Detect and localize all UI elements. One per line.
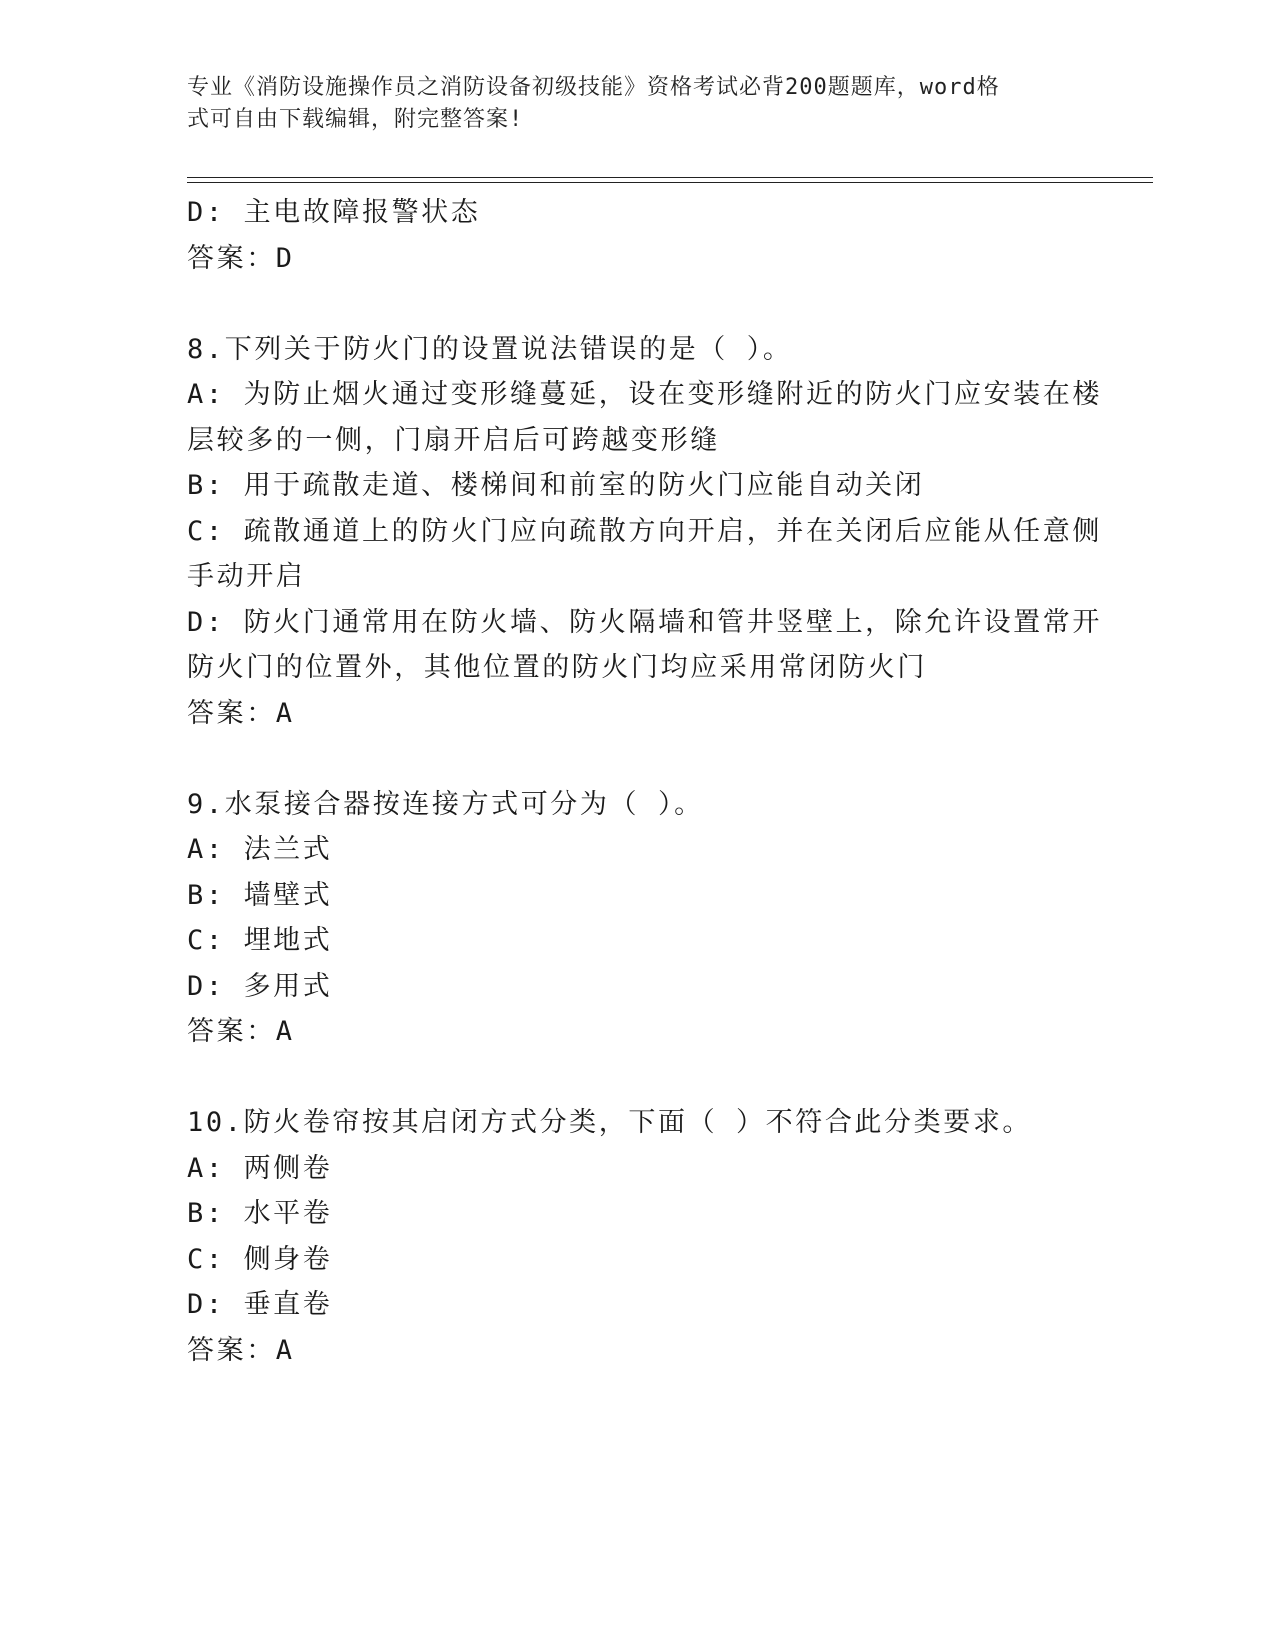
- document-header: [187, 72, 1067, 136]
- option-d: D: 垂直卷: [187, 1289, 333, 1320]
- question-8: [187, 327, 1102, 737]
- option-d: D: 防火门通常用在防火墙、防火隔墙和管井竖壁上，除允许设置常开: [187, 606, 1102, 638]
- header-line-1: 专业《消防设施操作员之消防设备初级技能》资格考试必背200题题库，word格: [187, 75, 1000, 100]
- question-stem: 9.水泵接合器按连接方式可分为（ ）。: [187, 788, 704, 820]
- option-a: A: 法兰式: [187, 834, 333, 865]
- option-c: C: 埋地式: [187, 925, 333, 956]
- option-a: A: 两侧卷: [187, 1152, 333, 1184]
- option-d-continued: 防火门的位置外，其他位置的防火门均应采用常闭防火门: [187, 652, 927, 683]
- option-c-continued: 手动开启: [187, 561, 306, 592]
- previous-question-tail: [187, 190, 1087, 281]
- header-line-2: 式可自由下载编辑，附完整答案!: [187, 107, 524, 132]
- option-c: C: 疏散通道上的防火门应向疏散方向开启，并在关闭后应能从任意侧: [187, 515, 1102, 547]
- spacer: [187, 281, 1087, 327]
- question-stem: 10.防火卷帘按其启闭方式分类，下面（ ）不符合此分类要求。: [187, 1107, 1033, 1138]
- question-stem: 8.下列关于防火门的设置说法错误的是（ ）。: [187, 333, 793, 365]
- answer-line: 答案：A: [187, 697, 295, 729]
- option-b: B: 水平卷: [187, 1198, 333, 1229]
- question-list: [187, 190, 1102, 1373]
- option-d: D: 多用式: [187, 970, 333, 1002]
- option-b: B: 用于疏散走道、楼梯间和前室的防火门应能自动关闭: [187, 470, 925, 501]
- option-a: A: 为防止烟火通过变形缝蔓延，设在变形缝附近的防火门应安装在楼: [187, 379, 1102, 410]
- answer-line: 答案：D: [187, 242, 295, 274]
- answer-line: 答案：A: [187, 1016, 295, 1047]
- option-a-continued: 层较多的一侧，门扇开启后可跨越变形缝: [187, 424, 720, 456]
- option-c: C: 侧身卷: [187, 1243, 333, 1275]
- header-divider-bottom: [187, 182, 1153, 183]
- spacer: [187, 1055, 1087, 1101]
- question-9: [187, 782, 1087, 1055]
- option-d: D: 主电故障报警状态: [187, 197, 481, 228]
- spacer: [187, 736, 1087, 782]
- answer-line: 答案：A: [187, 1334, 295, 1366]
- header-divider-top: [187, 177, 1153, 178]
- question-10: [187, 1100, 1087, 1373]
- option-b: B: 墙壁式: [187, 879, 333, 911]
